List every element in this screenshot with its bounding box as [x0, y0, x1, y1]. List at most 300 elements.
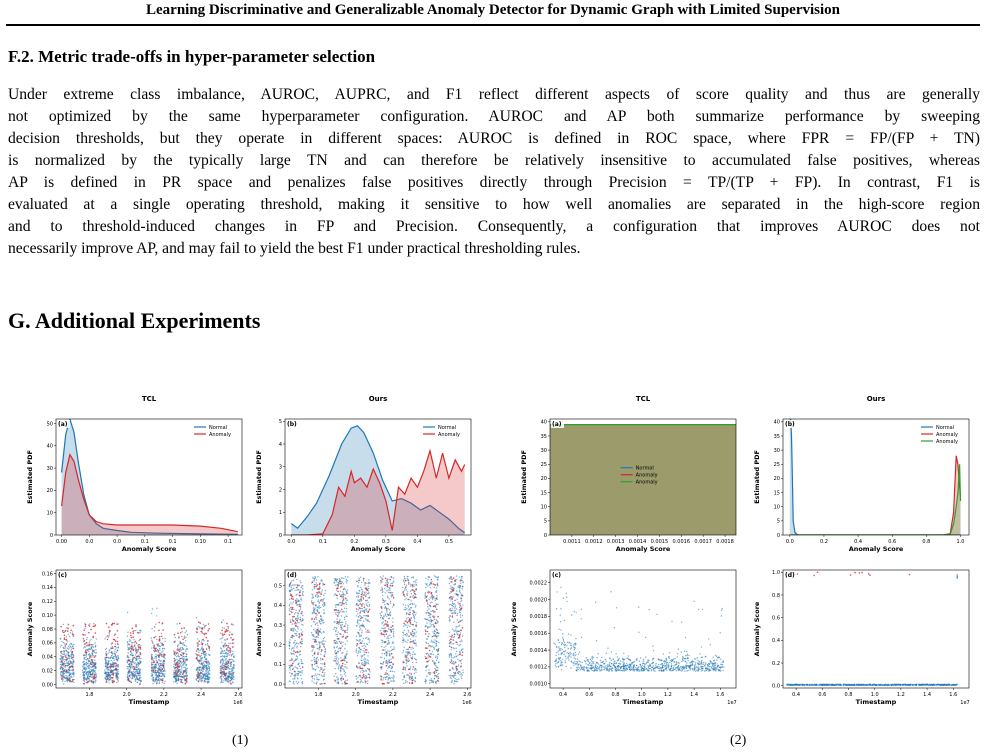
scatter-point — [455, 628, 456, 629]
scatter-point — [458, 587, 459, 588]
scatter-point — [430, 597, 431, 598]
scatter-point — [341, 615, 342, 616]
scatter-point — [386, 655, 387, 656]
scatter-point — [406, 663, 407, 664]
scatter-point — [302, 643, 303, 644]
scatter-point — [71, 644, 72, 645]
scatter-point — [110, 668, 111, 669]
scatter-point — [388, 614, 390, 616]
scatter-point — [116, 663, 117, 664]
scatter-point — [340, 624, 341, 625]
scatter-point — [297, 620, 299, 622]
scatter-point — [369, 621, 370, 622]
scatter-point — [425, 683, 426, 684]
scatter-point — [163, 670, 165, 672]
scatter-point — [343, 583, 344, 584]
scatter-point — [342, 683, 343, 684]
scatter-point — [430, 680, 431, 681]
scatter-point — [450, 610, 451, 611]
scatter-point — [406, 674, 408, 676]
scatter-point — [175, 637, 176, 638]
scatter-point — [127, 655, 129, 657]
scatter-point — [324, 664, 326, 666]
scatter-point — [112, 673, 114, 675]
scatter-point — [389, 609, 390, 610]
scatter-point — [296, 647, 297, 648]
scatter-point — [138, 675, 139, 676]
scatter-point — [392, 618, 393, 619]
legend-entry: Normal — [209, 425, 228, 431]
scatter-point — [164, 638, 165, 639]
scatter-point — [380, 613, 381, 614]
scatter-point — [453, 675, 454, 676]
scatter-point — [129, 644, 131, 646]
scatter-point — [449, 604, 450, 605]
scatter-point — [436, 587, 437, 588]
scatter-point — [127, 642, 128, 643]
scatter-point — [318, 637, 319, 638]
scatter-point — [158, 622, 160, 624]
scatter-point — [344, 617, 345, 618]
scatter-point — [293, 661, 294, 662]
scatter-point — [389, 665, 390, 666]
scatter-point — [434, 678, 435, 679]
scatter-point — [117, 666, 118, 667]
scatter-point — [129, 647, 130, 648]
scatter-point — [179, 663, 181, 665]
scatter-point — [140, 669, 141, 670]
scatter-point — [322, 658, 324, 660]
scatter-point — [183, 677, 184, 678]
scatter-point — [409, 676, 410, 677]
scatter-point — [130, 671, 131, 672]
scatter-point — [153, 658, 154, 659]
scatter-point — [202, 643, 204, 645]
scatter-point — [209, 668, 210, 669]
paragraph-line: Under extreme class imbalance, AUROC, AUPRC, and F1 reflect different aspects of score quality and thus are generally — [8, 86, 980, 103]
scatter-point — [405, 625, 406, 626]
scatter-point — [197, 627, 198, 628]
scatter-point — [179, 656, 180, 657]
scatter-point — [345, 675, 346, 676]
scatter-point — [450, 636, 451, 637]
scatter-point — [164, 671, 165, 672]
scatter-point — [128, 671, 130, 673]
scatter-point — [178, 676, 179, 677]
scatter-point — [177, 646, 178, 647]
scatter-point — [291, 654, 292, 655]
scatter-point — [107, 635, 109, 637]
scatter-point — [334, 658, 335, 659]
scatter-point — [84, 674, 85, 675]
scatter-point — [385, 663, 386, 664]
scatter-point — [106, 669, 107, 670]
scatter-point — [223, 646, 224, 647]
scatter-point — [408, 630, 409, 631]
scatter-point — [366, 610, 367, 611]
scatter-point — [338, 651, 339, 652]
scatter-point — [405, 651, 406, 652]
scatter-point — [311, 625, 312, 626]
scatter-point — [289, 639, 290, 640]
scatter-point — [175, 681, 176, 682]
scatter-point — [132, 659, 134, 661]
scatter-point — [294, 671, 296, 673]
scatter-point — [180, 647, 181, 648]
scatter-point — [92, 654, 93, 655]
scatter-point — [359, 649, 360, 650]
scatter-point — [426, 622, 427, 623]
x-tick-label: 2.6 — [234, 692, 243, 698]
scatter-point — [320, 615, 321, 616]
scatter-point — [365, 682, 366, 683]
scatter-point — [229, 676, 231, 678]
scatter-point — [221, 680, 222, 681]
scatter-point — [112, 682, 114, 684]
scatter-point — [231, 668, 232, 669]
scatter-point — [346, 600, 347, 601]
scatter-point — [407, 578, 408, 579]
scatter-point — [336, 659, 337, 660]
scatter-point — [295, 610, 296, 611]
scatter-point — [317, 592, 319, 594]
scatter-point — [294, 640, 295, 641]
scatter-point — [360, 651, 361, 652]
scatter-point — [115, 649, 116, 650]
scatter-point — [106, 648, 107, 649]
scatter-point — [290, 593, 291, 594]
scatter-point — [87, 675, 88, 676]
scatter-point — [199, 627, 200, 628]
scatter-point — [345, 602, 346, 603]
scatter-point — [228, 643, 229, 644]
y-tick-label: 0 — [278, 532, 282, 539]
scatter-point — [382, 598, 383, 599]
scatter-point — [117, 655, 118, 656]
scatter-point — [128, 657, 129, 658]
scatter-point — [185, 637, 186, 638]
scatter-point — [181, 662, 182, 663]
scatter-point — [292, 635, 294, 637]
scatter-point — [152, 608, 153, 609]
scatter-point — [89, 665, 90, 666]
scatter-point — [414, 621, 415, 622]
scatter-point — [323, 643, 325, 645]
scatter-point — [116, 659, 117, 660]
scatter-point — [363, 648, 364, 649]
scatter-point — [301, 638, 303, 640]
scatter-point — [344, 625, 346, 627]
scatter-point — [205, 678, 206, 679]
scatter-point — [315, 660, 316, 661]
scatter-point — [111, 660, 112, 661]
scatter-point — [196, 650, 198, 652]
scatter-point — [110, 648, 112, 650]
scatter-point — [393, 597, 395, 599]
series-area — [62, 455, 238, 535]
scatter-point — [387, 679, 388, 680]
scatter-point — [434, 642, 435, 643]
scatter-point — [186, 675, 187, 676]
scatter-point — [462, 674, 463, 675]
scatter-point — [362, 640, 363, 641]
y-tick-label: 3 — [278, 464, 282, 471]
y-tick-label: 0.12 — [41, 599, 53, 606]
scatter-point — [299, 605, 301, 607]
scatter-point — [367, 615, 369, 617]
scatter-point — [178, 666, 180, 668]
scatter-point — [436, 628, 437, 629]
scatter-point — [294, 584, 295, 585]
scatter-point — [455, 581, 456, 582]
scatter-point — [450, 588, 451, 589]
scatter-point — [231, 654, 232, 655]
scatter-point — [319, 591, 321, 593]
scatter-point — [367, 683, 368, 684]
scatter-point — [184, 667, 185, 668]
scatter-point — [322, 676, 323, 677]
scatter-point — [185, 651, 186, 652]
scatter-point — [416, 662, 417, 663]
scatter-point — [157, 654, 159, 656]
scatter-point — [196, 617, 197, 618]
scatter-point — [428, 620, 429, 621]
scatter-point — [106, 651, 107, 652]
scatter-point — [391, 585, 393, 587]
scatter-point — [311, 600, 312, 601]
scatter-point — [435, 600, 436, 601]
scatter-point — [135, 647, 137, 649]
scatter-point — [202, 680, 203, 681]
scatter-point — [317, 584, 319, 586]
scatter-point — [451, 655, 452, 656]
scatter-point — [221, 659, 222, 660]
scatter-point — [403, 581, 404, 582]
scatter-point — [413, 584, 414, 585]
scatter-point — [365, 615, 366, 616]
scatter-point — [408, 652, 410, 654]
scatter-point — [92, 676, 93, 677]
scatter-point — [156, 615, 157, 616]
scatter-point — [450, 576, 451, 577]
scatter-point — [292, 659, 293, 660]
scatter-point — [174, 668, 175, 669]
scatter-point — [314, 636, 315, 637]
scatter-point — [290, 621, 292, 623]
scatter-point — [173, 681, 174, 682]
scatter-point — [71, 675, 72, 676]
scatter-point — [406, 642, 407, 643]
scatter-point — [220, 633, 221, 634]
scatter-point — [321, 675, 322, 676]
scatter-point — [450, 586, 451, 587]
scatter-point — [67, 630, 69, 632]
scatter-point — [302, 683, 303, 684]
x-tick-label: 2.2 — [159, 692, 168, 698]
scatter-point — [415, 668, 416, 669]
scatter-point — [136, 666, 137, 667]
scatter-point — [335, 585, 336, 586]
scatter-point — [449, 656, 450, 657]
scatter-point — [426, 583, 427, 584]
scatter-point — [134, 657, 136, 659]
scatter-point — [299, 651, 301, 653]
scatter-point — [393, 676, 394, 677]
scatter-point — [405, 609, 406, 610]
scatter-point — [432, 651, 433, 652]
scatter-point — [336, 682, 337, 683]
scatter-point — [340, 604, 342, 606]
scatter-point — [158, 652, 159, 653]
scatter-point — [320, 667, 321, 668]
scatter-point — [291, 658, 292, 659]
scatter-point — [93, 623, 94, 624]
scatter-point — [181, 652, 182, 653]
scatter-point — [88, 624, 90, 626]
scatter-point — [406, 635, 407, 636]
scatter-point — [128, 652, 129, 653]
scatter-point — [89, 626, 90, 627]
scatter-point — [335, 643, 336, 644]
scatter-point — [382, 591, 383, 592]
scatter-point — [203, 669, 205, 671]
scatter-point — [183, 671, 185, 673]
scatter-point — [229, 673, 230, 674]
scatter-point — [131, 678, 132, 679]
scatter-point — [223, 656, 224, 657]
scatter-point — [117, 665, 119, 667]
scatter-point — [226, 629, 228, 631]
scatter-point — [90, 669, 91, 670]
scatter-point — [340, 668, 342, 670]
scatter-point — [342, 611, 343, 612]
scatter-point — [185, 632, 186, 633]
scatter-point — [407, 625, 408, 626]
scatter-point — [112, 677, 114, 679]
scatter-point — [347, 632, 348, 633]
scatter-point — [129, 641, 130, 642]
scatter-point — [137, 664, 138, 665]
scatter-point — [407, 651, 408, 652]
scatter-point — [393, 578, 394, 579]
scatter-point — [301, 659, 302, 660]
scatter-point — [185, 683, 187, 685]
scatter-point — [413, 612, 415, 614]
scatter-point — [360, 676, 361, 677]
scatter-point — [185, 664, 186, 665]
scatter-point — [92, 650, 94, 652]
scatter-point — [360, 671, 361, 672]
scatter-point — [127, 677, 128, 678]
scatter-point — [296, 618, 297, 619]
scatter-point — [227, 626, 229, 628]
scatter-point — [88, 660, 89, 661]
scatter-point — [337, 621, 339, 623]
scatter-point — [386, 625, 388, 627]
scatter-point — [366, 589, 368, 591]
scatter-point — [411, 634, 413, 636]
scatter-point — [221, 622, 222, 623]
scatter-point — [222, 661, 223, 662]
scatter-point — [314, 588, 315, 589]
scatter-point — [204, 678, 205, 679]
scatter-point — [413, 617, 414, 618]
scatter-point — [438, 653, 439, 654]
scatter-point — [339, 664, 340, 665]
scatter-point — [340, 674, 341, 675]
scatter-point — [387, 608, 388, 609]
scatter-point — [324, 637, 325, 638]
scatter-point — [127, 645, 128, 646]
scatter-point — [320, 659, 321, 660]
scatter-point — [316, 619, 317, 620]
scatter-point — [65, 666, 66, 667]
scatter-point — [365, 592, 366, 593]
scatter-point — [360, 642, 362, 644]
scatter-point — [177, 672, 179, 674]
scatter-point — [389, 655, 390, 656]
scatter-point — [221, 665, 222, 666]
scatter-point — [64, 643, 65, 644]
scatter-point — [156, 608, 157, 609]
scatter-point — [428, 656, 429, 657]
scatter-point — [425, 587, 426, 588]
scatter-point — [164, 663, 165, 664]
scatter-point — [356, 604, 357, 605]
scatter-point — [424, 618, 425, 619]
scatter-point — [344, 603, 345, 604]
scatter-point — [226, 672, 228, 674]
scatter-point — [455, 662, 456, 663]
scatter-point — [60, 646, 61, 647]
scatter-point — [83, 638, 85, 640]
x-axis-label: Timestamp — [128, 698, 170, 706]
scatter-point — [83, 683, 85, 685]
scatter-point — [387, 673, 389, 675]
scatter-point — [456, 590, 457, 591]
scatter-point — [174, 641, 176, 643]
scatter-point — [437, 604, 438, 605]
scatter-point — [341, 596, 343, 598]
scatter-point — [297, 628, 298, 629]
scatter-point — [233, 666, 234, 667]
scatter-point — [117, 637, 118, 638]
scatter-point — [84, 628, 85, 629]
scatter-point — [138, 672, 139, 673]
scatter-point — [324, 651, 325, 652]
scatter-point — [208, 664, 209, 665]
scatter-point — [90, 666, 91, 667]
scatter-point — [345, 623, 346, 624]
scatter-point — [184, 680, 185, 681]
scatter-point — [333, 647, 334, 648]
scatter-point — [425, 583, 426, 584]
scatter-point — [412, 669, 413, 670]
scatter-point — [341, 641, 342, 642]
scatter-point — [455, 626, 456, 627]
scatter-point — [357, 605, 359, 607]
scatter-point — [68, 652, 69, 653]
scatter-point — [340, 586, 342, 588]
scatter-point — [92, 665, 94, 667]
scatter-point — [361, 630, 362, 631]
scatter-point — [388, 678, 389, 679]
scatter-point — [159, 653, 160, 654]
scatter-point — [357, 681, 359, 683]
scatter-point — [208, 671, 209, 672]
scatter-point — [407, 605, 408, 606]
scatter-point — [93, 668, 94, 669]
